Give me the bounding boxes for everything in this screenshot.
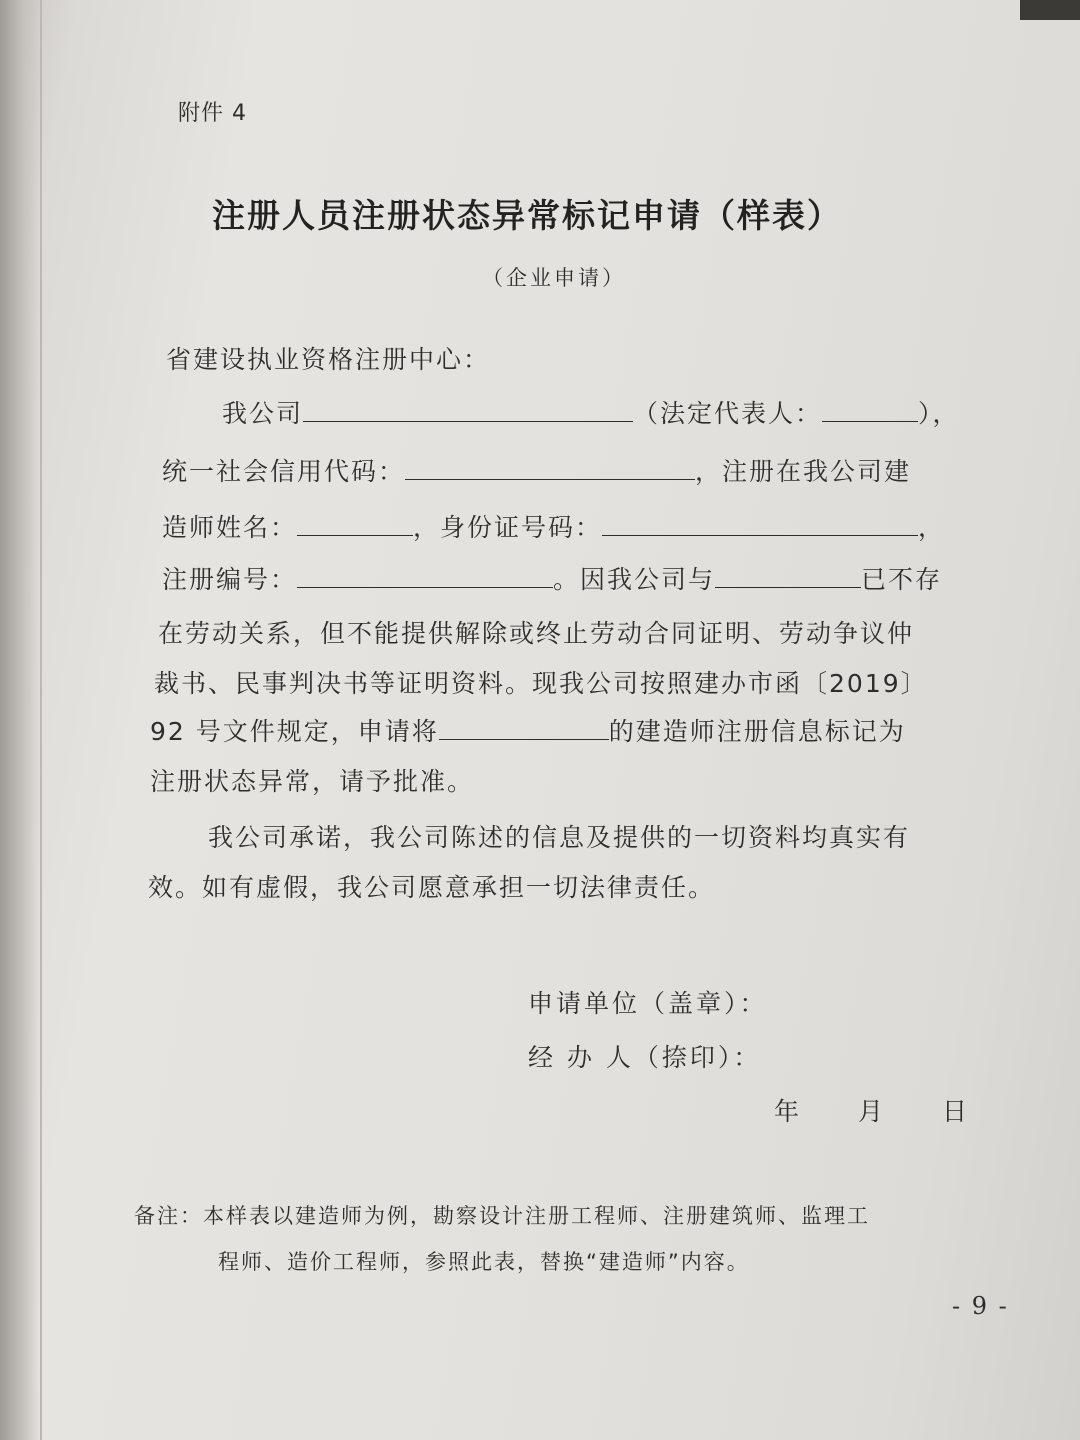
page-edge-line [40,0,42,1440]
body-line-5: 在劳动关系，但不能提供解除或终止劳动合同证明、劳动争议仲 [158,619,915,648]
page-binding-shadow [0,0,40,1440]
line4-text-b: 。因我公司与 [553,565,716,594]
legal-representative-blank [822,395,918,422]
body-line-7 [150,712,906,748]
remark-line-1: 备注：本样表以建造师为例，勘察设计注册工程师、注册建筑师、监理工 [134,1204,870,1228]
promise-line-2: 效。如有虚假，我公司愿意承担一切法律责任。 [148,873,716,902]
line4-text-c: 已不存 [861,565,943,594]
line1-text-c: ）， [918,399,960,428]
line4-text-a: 注册编号： [162,565,298,594]
page-number: - 9 - [952,1292,1009,1320]
body-line-8: 注册状态异常，请予批准。 [150,767,475,796]
salutation: 省建设执业资格注册中心： [166,345,491,374]
attachment-label: 附件 4 [178,101,247,126]
promise-line-1: 我公司承诺，我公司陈述的信息及提供的一切资料均真实有 [208,823,911,852]
line2-text-a: 统一社会信用代码： [162,457,406,486]
body-line-6: 裁书、民事判决书等证明资料。现我公司按照建办市函〔2019〕 [154,669,928,698]
document-title: 注册人员注册状态异常标记申请（样表） [212,196,842,235]
body-line-3 [162,508,945,544]
line1-text-a: 我公司 [222,399,304,428]
registration-number-blank [297,561,553,588]
document-subtitle: （企业申请） [482,266,626,290]
credit-code-blank [405,453,695,480]
body-line-2 [162,452,911,488]
marked-person-blank [439,713,609,740]
line1-text-b: （法定代表人： [633,399,823,428]
line7-text-a: 92 号文件规定，申请将 [150,717,439,746]
person-name-blank [715,561,861,588]
background-corner [1020,0,1080,20]
id-number-blank [602,509,918,536]
applicant-seal-label: 申请单位（盖章）： [528,989,768,1018]
line2-text-b: ，注册在我公司建 [695,457,912,486]
body-line-4 [162,560,942,596]
company-name-blank [303,395,633,422]
line3-text-b: ，身份证号码： [413,513,603,542]
builder-name-blank [297,509,413,536]
line3-text-c: ， [918,513,946,542]
date-label: 年 月 日 [774,1097,971,1126]
remark-line-2: 程师、造价工程师，参照此表，替换“建造师”内容。 [218,1250,750,1274]
body-line-1 [222,394,960,430]
handler-fingerprint-label: 经 办 人（捺印）： [528,1043,762,1072]
line3-text-a: 造师姓名： [162,513,298,542]
line7-text-b: 的建造师注册信息标记为 [608,717,906,746]
